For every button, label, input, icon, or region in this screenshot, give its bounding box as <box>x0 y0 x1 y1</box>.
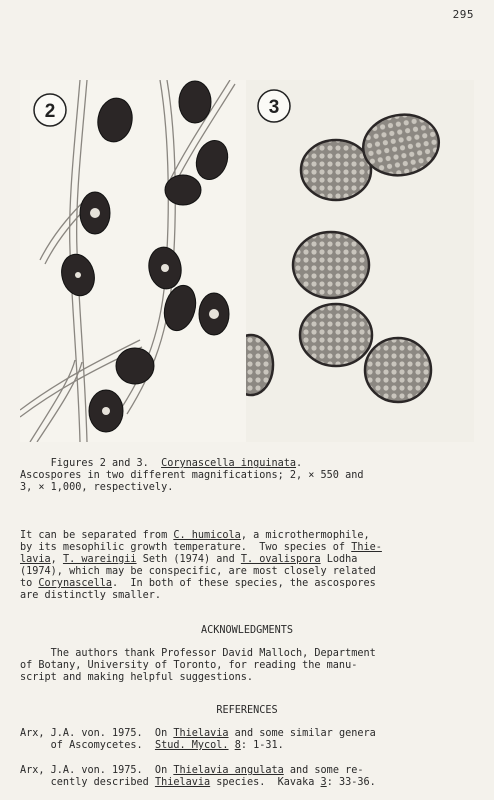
species-name: T. ovalispora <box>240 554 321 565</box>
ref-journal: Stud. Mycol. <box>154 740 229 751</box>
caption-text: Figures 2 and 3. <box>20 458 162 469</box>
body-text: , a microthermophile, <box>240 530 370 541</box>
figure-3-panel <box>246 80 474 442</box>
figure-2-panel <box>20 80 246 442</box>
body-text: (1974), which may be conspecific, are most closely related <box>20 566 376 577</box>
ref-text: : 1-31. <box>240 740 284 751</box>
ack-text: The authors thank Professor David Malloch, Department <box>20 648 376 659</box>
ref-text: species. Kavaka <box>210 777 321 788</box>
ref-text: Arx, J.A. von. 1975. On <box>20 728 174 739</box>
acknowledgments-heading: ACKNOWLEDGMENTS <box>200 625 293 636</box>
species-name: T. wareingii <box>62 554 137 565</box>
ack-text: script and making helpful suggestions. <box>20 672 254 683</box>
ref-volume: 3 <box>320 777 327 788</box>
ref-text: : 33-36. <box>326 777 376 788</box>
figure-2-label: 2 <box>44 101 56 122</box>
species-name: Thie- <box>351 542 382 553</box>
figure-3-label: 3 <box>268 97 280 118</box>
body-text: by its mesophilic growth temperature. Two species of <box>20 542 352 553</box>
caption-text: Ascospores in two different magnifications; 2, × 550 and <box>20 470 364 481</box>
ref-text: of Ascomycetes. <box>20 740 155 751</box>
ref-genus: Thielavia <box>173 728 229 739</box>
body-text: are distinctly smaller. <box>20 590 162 601</box>
body-text: Seth (1974) and <box>136 554 241 565</box>
ref-text: cently described <box>20 777 155 788</box>
figure-plate <box>20 80 474 442</box>
reference-entry <box>20 765 474 789</box>
acknowledgments-paragraph <box>20 648 474 684</box>
body-text: , <box>50 554 63 565</box>
species-name: lavia <box>20 554 51 565</box>
species-name: C. humicola <box>173 530 241 541</box>
figure-caption <box>20 458 474 494</box>
ref-text: Arx, J.A. von. 1975. On <box>20 765 174 776</box>
body-text: Lodha <box>320 554 358 565</box>
figure-2-micrograph <box>20 80 246 442</box>
ref-genus: Thielavia angulata <box>173 765 284 776</box>
ref-text: and some similar genera <box>228 728 376 739</box>
body-paragraph <box>20 530 474 602</box>
page-number: 295 <box>452 8 474 21</box>
body-text: . In both of these species, the ascospores <box>112 578 376 589</box>
figure-3-micrograph <box>246 80 474 442</box>
caption-text: . <box>296 458 303 469</box>
species-name: Corynascella <box>38 578 113 589</box>
ref-genus: Thielavia <box>154 777 211 788</box>
body-text: to <box>20 578 39 589</box>
references-heading: REFERENCES <box>216 705 278 716</box>
ref-text: and some re- <box>283 765 364 776</box>
ref-volume: 8 <box>234 740 241 751</box>
reference-entry <box>20 728 474 752</box>
caption-species: Corynascella inguinata <box>161 458 297 469</box>
body-text: It can be separated from <box>20 530 174 541</box>
caption-text: 3, × 1,000, respectively. <box>20 482 174 493</box>
ack-text: of Botany, University of Toronto, for reading the manu- <box>20 660 358 671</box>
